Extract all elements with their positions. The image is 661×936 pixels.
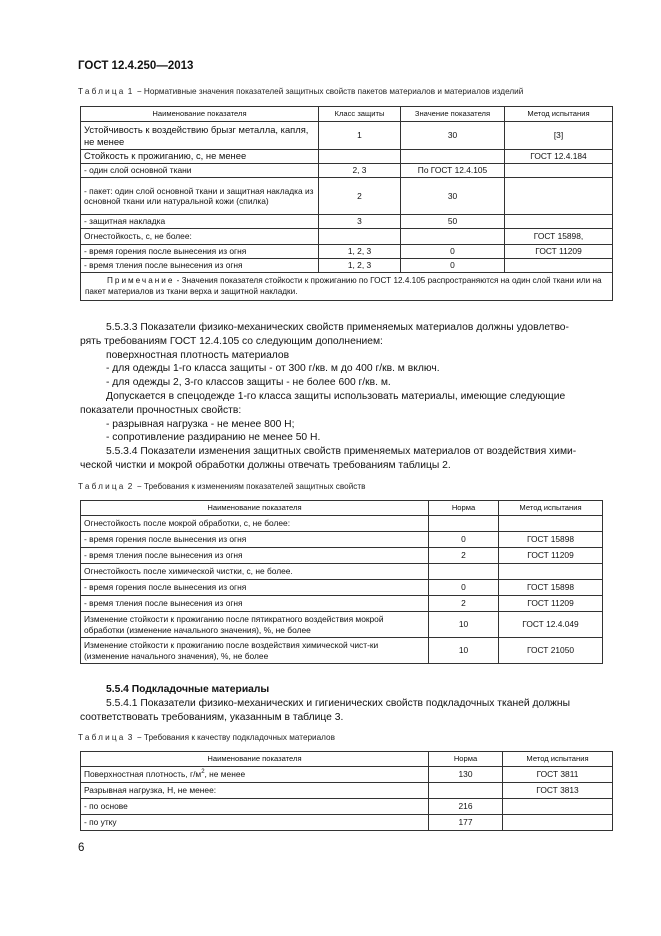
- table-row: [81, 638, 603, 664]
- text-line: поверхностная плотность материалов: [106, 349, 290, 361]
- table-row: [81, 150, 613, 164]
- text-line: соответствовать требованиям, указанным в таблице 3.: [80, 711, 344, 723]
- table-cell: ГОСТ 15898: [499, 532, 603, 548]
- table3-header-row: [81, 752, 613, 767]
- table-cell: 2, 3: [319, 164, 401, 178]
- table3-caption-word: Таблица: [78, 733, 126, 742]
- table3-caption-number: 3: [127, 733, 135, 742]
- table-cell: 30: [401, 178, 505, 215]
- table2-header-row: [81, 501, 603, 516]
- table-cell: [401, 229, 505, 245]
- table-cell: Изменение стойкости к прожиганию после пятикратного воздействия мокрой обработки (изменение начального значения), %, не более: [81, 612, 429, 638]
- table-row: [81, 596, 603, 612]
- table-cell: По ГОСТ 12.4.105: [401, 164, 505, 178]
- table1-caption-number: 1: [127, 87, 135, 96]
- table-cell: ГОСТ 12.4.184: [505, 150, 613, 164]
- table-cell: - время тления после вынесения из огня: [81, 548, 429, 564]
- table-row: [81, 783, 613, 799]
- table-cell: - по основе: [81, 799, 429, 815]
- table-cell: [499, 516, 603, 532]
- table-cell: Огнестойкость после мокрой обработки, с, не более:: [81, 516, 429, 532]
- table3-row1-label: Поверхностная плотность, г/м: [84, 769, 202, 780]
- table1-note-word: Примечание: [107, 276, 175, 285]
- table-cell: 3: [319, 215, 401, 229]
- table2-caption-text: − Требования к изменениям показателей защитных свойств: [136, 482, 366, 491]
- table2-header-method: Метод испытания: [499, 501, 603, 516]
- table-row: [81, 229, 613, 245]
- table-cell: [503, 799, 613, 815]
- table-cell: [503, 815, 613, 831]
- table-cell: - пакет: один слой основной ткани и защитная накладка из основной ткани или натуральной кожи (спилка): [81, 178, 319, 215]
- table-cell: - время горения после вынесения из огня: [81, 532, 429, 548]
- table-cell: 50: [401, 215, 505, 229]
- table-cell: [401, 150, 505, 164]
- table-row: [81, 245, 613, 259]
- table-row: [81, 215, 613, 229]
- table3-caption-text: − Требования к качеству подкладочных материалов: [136, 733, 335, 742]
- table1-note-text: - Значения показателя стойкости к прожиганию по ГОСТ 12.4.105 распространяются на один слой ткани или на пакет материалов из ткани верха и защитной накладки.: [85, 276, 602, 296]
- table-row: [81, 612, 603, 638]
- table-row: [81, 516, 603, 532]
- table-cell: ГОСТ 3811: [503, 767, 613, 783]
- table-cell: ГОСТ 11209: [499, 596, 603, 612]
- table3-row1-suffix: , не менее: [204, 769, 246, 780]
- text-line: 5.5.3.3 Показатели физико-механических свойств применяемых материалов должны удовлетво-: [106, 322, 569, 333]
- table-cell: Огнестойкость после химической чистки, с, не более.: [81, 564, 429, 580]
- table-cell: [319, 150, 401, 164]
- table1-header-name: Наименование показателя: [81, 107, 319, 122]
- table-row: [81, 259, 613, 273]
- table-cell: 10: [429, 612, 499, 638]
- table1-header-method: Метод испытания: [505, 107, 613, 122]
- table-cell: - время тления после вынесения из огня: [81, 596, 429, 612]
- table3-header-norm: Норма: [429, 752, 503, 767]
- table-cell: 130: [429, 767, 503, 783]
- table-row: [81, 548, 603, 564]
- table1-header-value: Значение показателя: [401, 107, 505, 122]
- table-row: [81, 815, 613, 831]
- text-line: 5.5.3.4 Показатели изменения защитных свойств применяемых материалов от воздействия хими-: [106, 446, 577, 458]
- table-cell: [429, 516, 499, 532]
- table1-caption-text: − Нормативные значения показателей защитных свойств пакетов материалов и материалов изделий: [136, 87, 524, 96]
- table1: [80, 106, 613, 301]
- table-row: [81, 580, 603, 596]
- section-5-5-4: [80, 683, 614, 724]
- table-cell: [505, 215, 613, 229]
- table-cell: Огнестойкость, с, не более:: [81, 229, 319, 245]
- text-line: - для одежды 1-го класса защиты - от 300 г/кв. м до 400 г/кв. м включ.: [106, 363, 440, 375]
- table-cell: ГОСТ 11209: [505, 245, 613, 259]
- text-line: 5.5.4.1 Показатели физико-механических и гигиенических свойств подкладочных тканей должны: [106, 697, 570, 709]
- table1-caption-word: Таблица: [78, 87, 126, 96]
- page-number: 6: [78, 842, 85, 854]
- table-cell: 1, 2, 3: [319, 259, 401, 273]
- table-cell: ГОСТ 21050: [499, 638, 603, 664]
- table-cell: [81, 767, 429, 783]
- table-cell: 177: [429, 815, 503, 831]
- table3-row1-sup: 2: [201, 769, 205, 776]
- table-cell: - время горения после вынесения из огня: [81, 245, 319, 259]
- table-cell: 0: [429, 580, 499, 596]
- table-row: [81, 164, 613, 178]
- table1-header-class: Класс защиты: [319, 107, 401, 122]
- text-line: показатели прочностных свойств:: [80, 404, 242, 416]
- table-row: [81, 767, 613, 783]
- table-cell: 0: [429, 532, 499, 548]
- table-cell: - время горения после вынесения из огня: [81, 580, 429, 596]
- table-cell: 2: [429, 596, 499, 612]
- text-line: Допускается в спецодежде 1-го класса защиты использовать материалы, имеющие следующие: [106, 390, 566, 402]
- table-row: [81, 564, 603, 580]
- table-cell: [319, 229, 401, 245]
- table-cell: ГОСТ 15898: [499, 580, 603, 596]
- table-cell: 0: [401, 259, 505, 273]
- table-cell: ГОСТ 15898,: [505, 229, 613, 245]
- table-cell: [505, 164, 613, 178]
- table2-caption-word: Таблица: [78, 482, 126, 491]
- table-cell: Изменение стойкости к прожиганию после воздействия химической чист-ки (изменение начального значения), %, не более: [81, 638, 429, 664]
- table3-header-name: Наименование показателя: [81, 752, 429, 767]
- paragraph-5-5-3: [80, 321, 614, 473]
- table1-note: [81, 273, 613, 301]
- table-cell: Разрывная нагрузка, Н, не менее:: [81, 783, 429, 799]
- table1-note-row: [81, 273, 613, 301]
- table-cell: 2: [319, 178, 401, 215]
- text-line: рять требованиям ГОСТ 12.4.105 со следующим дополнением:: [80, 335, 383, 347]
- table-cell: Устойчивость к воздействию брызг металла, капля, не менее: [81, 122, 319, 150]
- table-cell: 10: [429, 638, 499, 664]
- table1-caption: [78, 87, 523, 96]
- table-cell: 30: [401, 122, 505, 150]
- table-cell: - время тления после вынесения из огня: [81, 259, 319, 273]
- table3-header-method: Метод испытания: [503, 752, 613, 767]
- table2-header-norm: Норма: [429, 501, 499, 516]
- table-cell: [429, 783, 503, 799]
- text-line: - сопротивление раздиранию не менее 50 Н.: [106, 432, 321, 444]
- table-cell: - по утку: [81, 815, 429, 831]
- table2-caption: [78, 482, 365, 491]
- table2-header-name: Наименование показателя: [81, 501, 429, 516]
- table2: [80, 500, 603, 664]
- table-cell: [505, 259, 613, 273]
- table-cell: 1, 2, 3: [319, 245, 401, 259]
- table1-header-row: [81, 107, 613, 122]
- table-row: [81, 799, 613, 815]
- table-cell: [429, 564, 499, 580]
- text-line: - для одежды 2, 3-го классов защиты - не более 600 г/кв. м.: [106, 377, 391, 389]
- table-cell: Стойкость к прожиганию, с, не менее: [81, 150, 319, 164]
- table-cell: - один слой основной ткани: [81, 164, 319, 178]
- section-heading: 5.5.4 Подкладочные материалы: [106, 684, 270, 695]
- table-row: [81, 122, 613, 150]
- table3-caption: [78, 733, 335, 742]
- text-line: - разрывная нагрузка - не менее 800 Н;: [106, 418, 295, 430]
- table2-caption-number: 2: [127, 482, 135, 491]
- table-row: [81, 532, 603, 548]
- table-cell: 216: [429, 799, 503, 815]
- table3: [80, 751, 613, 831]
- table-cell: [505, 178, 613, 215]
- table-cell: ГОСТ 12.4.049: [499, 612, 603, 638]
- text-line: ческой чистки и мокрой обработки должны отвечать требованиям таблицы 2.: [80, 459, 451, 471]
- table-cell: [499, 564, 603, 580]
- document-header-title: ГОСТ 12.4.250—2013: [78, 60, 194, 72]
- table-cell: ГОСТ 11209: [499, 548, 603, 564]
- table-cell: 0: [401, 245, 505, 259]
- table-row: [81, 178, 613, 215]
- table-cell: [3]: [505, 122, 613, 150]
- table-cell: ГОСТ 3813: [503, 783, 613, 799]
- table-cell: - защитная накладка: [81, 215, 319, 229]
- table-cell: 2: [429, 548, 499, 564]
- table-cell: 1: [319, 122, 401, 150]
